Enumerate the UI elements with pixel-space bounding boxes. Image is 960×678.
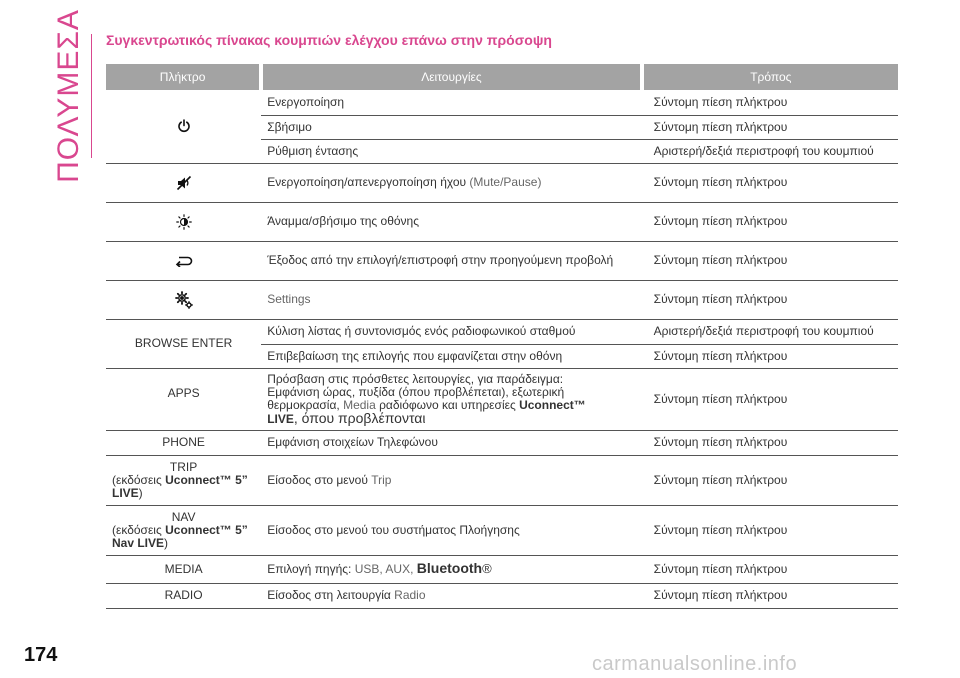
function-cell: Σβήσιμο	[261, 115, 641, 139]
key-cell-trip	[106, 455, 261, 505]
key-cell-media: MEDIA	[106, 555, 261, 583]
column-header-function: Λειτουργίες	[261, 64, 641, 90]
table-row	[106, 555, 898, 583]
function-text: Επιλογή πηγής:	[267, 562, 352, 576]
key-note: (εκδόσεις Uconnect™ 5” LIVE)	[112, 472, 248, 500]
method-cell: Σύντομη πίεση πλήκτρου	[642, 202, 898, 241]
key-note-brand: Uconnect™ 5”	[165, 522, 248, 537]
function-media-word: Media	[343, 397, 376, 412]
key-cell-power	[106, 90, 261, 163]
function-cell: Επιβεβαίωση της επιλογής που εμφανίζεται στην οθόνη	[261, 344, 641, 368]
method-cell: Σύντομη πίεση πλήκτρου	[642, 344, 898, 368]
method-cell: Σύντομη πίεση πλήκτρου	[642, 115, 898, 139]
function-cell	[261, 163, 641, 202]
key-cell-browse: BROWSE ENTER	[106, 319, 261, 368]
function-cell	[261, 555, 641, 583]
method-cell: Σύντομη πίεση πλήκτρου	[642, 90, 898, 115]
power-icon	[177, 119, 191, 133]
table-row	[106, 241, 898, 280]
key-note-brand: Uconnect™ 5”	[165, 472, 248, 487]
key-cell-display	[106, 202, 261, 241]
section-side-title: ΠΟΛΥΜΕΣΑ	[52, 9, 85, 183]
table-header-row	[106, 64, 898, 90]
function-cell: Settings	[261, 280, 641, 319]
function-suffix: Trip	[371, 472, 392, 487]
function-cell: Έξοδος από την επιλογή/επιστροφή στην προηγούμενη προβολή	[261, 241, 641, 280]
function-line: Πρόσβαση στις πρόσθετες λειτουργίες, για παράδειγμα:	[267, 371, 564, 386]
function-cell: Κύλιση λίστας ή συντονισμός ενός ραδιοφωνικού σταθμού	[261, 319, 641, 344]
method-cell: Σύντομη πίεση πλήκτρου	[642, 430, 898, 455]
table-row	[106, 202, 898, 241]
controls-table	[106, 64, 898, 609]
function-line: ραδιόφωνο και υπηρεσίες	[379, 397, 516, 412]
settings-gear-icon	[174, 290, 194, 310]
table-row	[106, 90, 898, 115]
key-cell-settings	[106, 280, 261, 319]
function-cell: Ρύθμιση έντασης	[261, 139, 641, 163]
function-brand: Uconnect™	[519, 397, 586, 412]
function-cell	[261, 455, 641, 505]
mute-speaker-icon	[176, 175, 192, 191]
method-cell: Αριστερή/δεξιά περιστροφή του κουμπιού	[642, 319, 898, 344]
method-cell: Σύντομη πίεση πλήκτρου	[642, 505, 898, 555]
method-cell: Σύντομη πίεση πλήκτρου	[642, 555, 898, 583]
key-cell-mute	[106, 163, 261, 202]
table-row	[106, 163, 898, 202]
table-row	[106, 505, 898, 555]
function-suffix: (Mute/Pause)	[469, 175, 542, 189]
key-note-brand-nav: Nav LIVE	[112, 535, 165, 550]
back-arrow-icon	[175, 255, 193, 267]
table-row	[106, 280, 898, 319]
function-line: θερμοκρασία,	[267, 397, 340, 412]
function-suffix: USB, AUX,	[354, 562, 414, 576]
table-row	[106, 430, 898, 455]
page-number: 174	[24, 644, 58, 666]
function-registered: ®	[482, 561, 492, 576]
function-text: Είσοδος στο μενού	[267, 472, 368, 487]
display-brightness-icon	[176, 214, 192, 230]
function-cell: Εμφάνιση στοιχείων Τηλεφώνου	[261, 430, 641, 455]
method-cell: Σύντομη πίεση πλήκτρου	[642, 368, 898, 430]
column-header-method: Τρόπος	[642, 64, 898, 90]
function-line: Εμφάνιση ώρας, πυξίδα (όπου προβλέπεται), εξωτερική	[267, 384, 565, 399]
key-label: NAV	[171, 509, 196, 524]
table-row	[106, 583, 898, 608]
method-cell: Σύντομη πίεση πλήκτρου	[642, 241, 898, 280]
function-cell	[261, 583, 641, 608]
function-line: , όπου προβλέπονται	[293, 409, 426, 426]
side-divider	[91, 34, 92, 158]
key-cell-radio: RADIO	[106, 583, 261, 608]
function-text: Ενεργοποίηση/απενεργοποίηση ήχου	[267, 175, 467, 189]
method-cell: Σύντομη πίεση πλήκτρου	[642, 163, 898, 202]
method-cell: Σύντομη πίεση πλήκτρου	[642, 280, 898, 319]
table-row	[106, 455, 898, 505]
method-cell: Σύντομη πίεση πλήκτρου	[642, 583, 898, 608]
function-brand-live: LIVE	[267, 411, 294, 426]
key-cell-phone: PHONE	[106, 430, 261, 455]
key-cell-nav	[106, 505, 261, 555]
method-cell: Σύντομη πίεση πλήκτρου	[642, 455, 898, 505]
function-cell: Είσοδος στο μενού του συστήματος Πλοήγησης	[261, 505, 641, 555]
method-cell: Αριστερή/δεξιά περιστροφή του κουμπιού	[642, 139, 898, 163]
key-cell-back	[106, 241, 261, 280]
function-bluetooth: Bluetooth	[416, 560, 483, 576]
table-row	[106, 319, 898, 344]
function-suffix: Radio	[394, 588, 426, 602]
key-label: TRIP	[169, 459, 198, 474]
function-cell: Ενεργοποίηση	[261, 90, 641, 115]
function-text: Είσοδος στη λειτουργία	[267, 588, 391, 602]
key-cell-apps: APPS	[106, 368, 261, 430]
watermark: carmanualsonline.info	[592, 653, 798, 675]
column-header-key: Πλήκτρο	[106, 64, 261, 90]
table-row	[106, 368, 898, 430]
key-note: (εκδόσεις Uconnect™ 5” Nav LIVE)	[112, 522, 248, 550]
function-cell	[261, 368, 641, 430]
page-heading: Συγκεντρωτικός πίνακας κουμπιών ελέγχου επάνω στην πρόσοψη	[106, 32, 552, 48]
key-note-brand-live: LIVE	[112, 485, 139, 500]
function-cell: Άναμμα/σβήσιμο της οθόνης	[261, 202, 641, 241]
